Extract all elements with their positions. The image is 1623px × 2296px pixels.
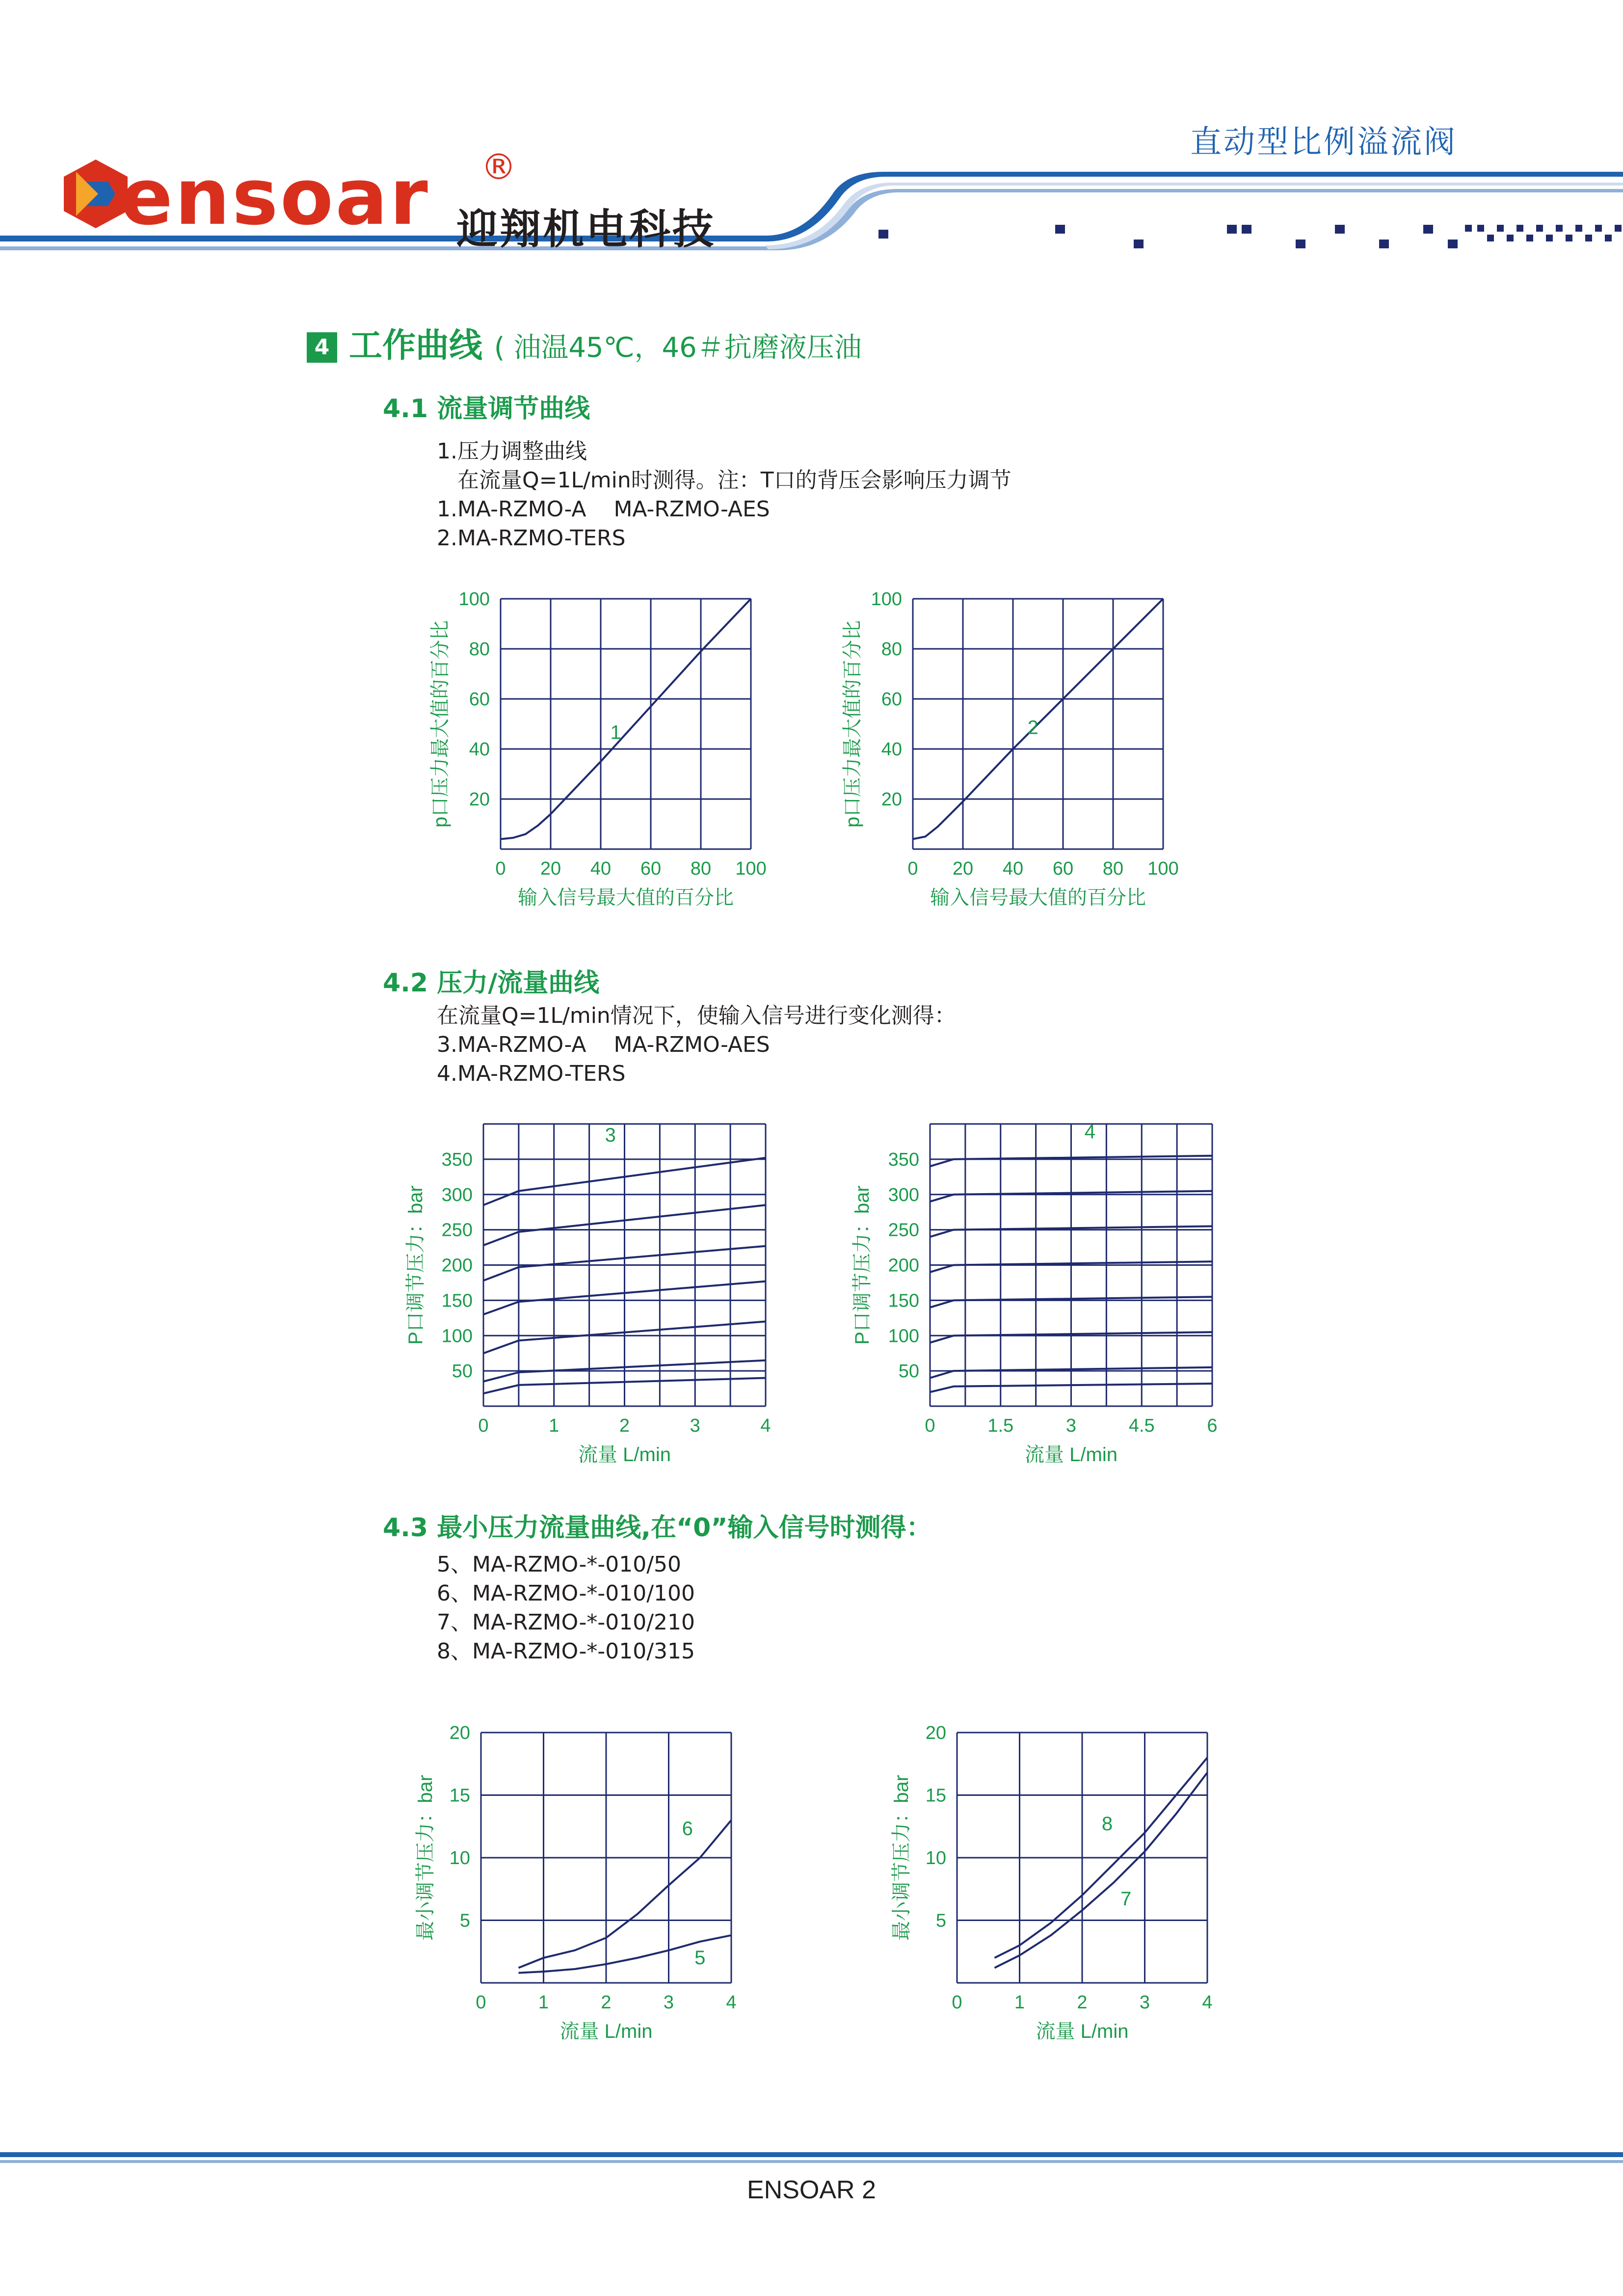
x-tick-label: 4.5	[1128, 1415, 1155, 1436]
s41-line: 1.MA-RZMO-A MA-RZMO-AES	[437, 497, 770, 522]
section-subtitle: ( 油温45℃，46＃抗磨液压油	[494, 332, 862, 364]
chart-pressure-adjust-1	[417, 584, 790, 918]
y-tick-label: 60	[469, 689, 490, 710]
y-tick-label: 60	[881, 689, 902, 710]
y-tick-label: 5	[935, 1910, 946, 1931]
x-tick-label: 3	[663, 1992, 674, 2013]
y-tick-label: 300	[888, 1184, 919, 1205]
x-axis-label: 流量 L/min	[1025, 1444, 1117, 1466]
s43-line: 6、MA-RZMO-*-010/100	[437, 1581, 695, 1606]
brand-logo-icon	[61, 157, 130, 231]
subsection-4-2-heading: 4.2 压力/流量曲线	[383, 968, 600, 998]
x-tick-label: 2	[601, 1992, 612, 2013]
x-tick-label: 4	[726, 1992, 737, 2013]
curve-label: 5	[694, 1947, 706, 1969]
x-tick-label: 60	[640, 858, 662, 879]
s42-line: 4.MA-RZMO-TERS	[437, 1061, 626, 1086]
y-tick-label: 100	[888, 1326, 919, 1347]
y-tick-label: 200	[441, 1255, 473, 1276]
y-tick-label: 150	[441, 1290, 473, 1311]
x-tick-label: 1	[1014, 1992, 1025, 2013]
subsection-4-1-heading: 4.1 流量调节曲线	[383, 394, 590, 424]
chart-min-pressure-5-6	[402, 1718, 775, 2052]
section-number: 4	[307, 332, 337, 363]
y-tick-label: 50	[898, 1361, 919, 1382]
s41-line: 1.压力调整曲线	[437, 439, 587, 464]
x-tick-label: 3	[1065, 1415, 1077, 1436]
x-tick-label: 100	[1147, 858, 1179, 879]
document-title: 直动型比例溢流阀	[1190, 124, 1457, 160]
y-tick-label: 10	[449, 1848, 470, 1869]
x-tick-label: 40	[590, 858, 612, 879]
y-axis-label: p口压力最大值的百分比	[842, 620, 863, 828]
brand-wordmark: ensoar	[120, 152, 430, 242]
x-tick-label: 20	[952, 858, 974, 879]
chart-pressure-adjust-2	[829, 584, 1202, 918]
y-tick-label: 100	[871, 589, 902, 610]
x-axis-label: 输入信号最大值的百分比	[518, 887, 734, 908]
y-tick-label: 15	[449, 1785, 470, 1806]
curve-label: 2	[1027, 717, 1038, 739]
x-tick-label: 6	[1207, 1415, 1218, 1436]
x-tick-label: 1	[538, 1992, 549, 2013]
y-tick-label: 20	[881, 789, 902, 810]
s42-line: 3.MA-RZMO-A MA-RZMO-AES	[437, 1032, 770, 1057]
x-tick-label: 80	[1102, 858, 1124, 879]
x-tick-label: 0	[476, 1992, 486, 2013]
y-tick-label: 5	[459, 1910, 470, 1931]
s43-line: 5、MA-RZMO-*-010/50	[437, 1552, 682, 1577]
x-tick-label: 3	[690, 1415, 700, 1436]
x-tick-label: 20	[540, 858, 561, 879]
section-heading	[307, 319, 862, 367]
curve-label: 3	[605, 1124, 616, 1146]
curve-label: 4	[1084, 1121, 1095, 1143]
y-tick-label: 50	[452, 1361, 473, 1382]
y-tick-label: 150	[888, 1290, 919, 1311]
s43-line: 7、MA-RZMO-*-010/210	[437, 1610, 695, 1635]
y-tick-label: 250	[888, 1220, 919, 1241]
x-axis-label: 流量 L/min	[559, 2021, 653, 2042]
y-tick-label: 80	[469, 639, 490, 660]
y-tick-label: 100	[458, 589, 490, 610]
x-tick-label: 80	[690, 858, 712, 879]
x-tick-label: 2	[619, 1415, 630, 1436]
x-tick-label: 4	[1202, 1992, 1213, 2013]
y-axis-label: P口调节压力：bar	[851, 1185, 873, 1345]
s43-line: 8、MA-RZMO-*-010/315	[437, 1639, 695, 1664]
x-tick-label: 0	[495, 858, 506, 879]
x-tick-label: 4	[760, 1415, 771, 1436]
y-tick-label: 20	[449, 1723, 470, 1743]
x-axis-label: 流量 L/min	[1036, 2021, 1129, 2042]
series-line	[995, 1773, 1208, 1968]
y-tick-label: 250	[441, 1220, 473, 1241]
chart-min-pressure-7-8	[878, 1718, 1251, 2052]
y-axis-label: 最小调节压力：bar	[891, 1775, 912, 1941]
x-tick-label: 0	[952, 1992, 962, 2013]
y-tick-label: 40	[881, 739, 902, 760]
brand-chinese-name: 迎翔机电科技	[456, 205, 716, 253]
x-axis-label: 输入信号最大值的百分比	[930, 887, 1146, 908]
subsection-4-3-heading: 4.3 最小压力流量曲线,在“0”输入信号时测得：	[383, 1513, 932, 1543]
y-tick-label: 300	[441, 1184, 473, 1205]
curve-label: 8	[1101, 1813, 1113, 1835]
s41-line: 2.MA-RZMO-TERS	[437, 526, 626, 551]
x-tick-label: 2	[1077, 1992, 1088, 2013]
x-tick-label: 0	[925, 1415, 935, 1436]
y-axis-label: P口调节压力：bar	[405, 1185, 426, 1345]
registered-mark: ®	[481, 146, 516, 187]
y-tick-label: 350	[888, 1149, 919, 1170]
section-title: 工作曲线	[349, 326, 483, 365]
curve-label: 1	[610, 721, 621, 744]
curve-label: 6	[682, 1818, 693, 1840]
x-tick-label: 0	[907, 858, 918, 879]
chart-pressure-flow-3	[393, 1109, 795, 1482]
x-tick-label: 100	[735, 858, 767, 879]
y-tick-label: 80	[881, 639, 902, 660]
page-footer: ENSOAR 2	[747, 2176, 876, 2204]
x-tick-label: 1	[549, 1415, 559, 1436]
y-tick-label: 20	[469, 789, 490, 810]
y-tick-label: 200	[888, 1255, 919, 1276]
x-tick-label: 1.5	[987, 1415, 1014, 1436]
y-tick-label: 15	[925, 1785, 946, 1806]
y-axis-label: 最小调节压力：bar	[415, 1775, 436, 1941]
x-tick-label: 40	[1002, 858, 1024, 879]
chart-pressure-flow-4	[839, 1109, 1242, 1482]
y-tick-label: 20	[925, 1723, 946, 1743]
series-line	[501, 599, 751, 839]
x-tick-label: 3	[1139, 1992, 1150, 2013]
x-tick-label: 0	[478, 1415, 489, 1436]
y-tick-label: 40	[469, 739, 490, 760]
curve-label: 7	[1120, 1888, 1132, 1910]
y-axis-label: p口压力最大值的百分比	[429, 620, 451, 828]
series-line	[519, 1820, 732, 1968]
y-tick-label: 10	[925, 1848, 946, 1869]
x-tick-label: 60	[1052, 858, 1074, 879]
y-tick-label: 350	[441, 1149, 473, 1170]
footer-rule	[0, 2152, 1623, 2172]
s42-line: 在流量Q=1L/min情况下，使输入信号进行变化测得：	[437, 1003, 956, 1028]
s41-line: 在流量Q=1L/min时测得。注：T口的背压会影响压力调节	[437, 468, 1011, 493]
y-tick-label: 100	[441, 1326, 473, 1347]
x-axis-label: 流量 L/min	[578, 1444, 671, 1466]
